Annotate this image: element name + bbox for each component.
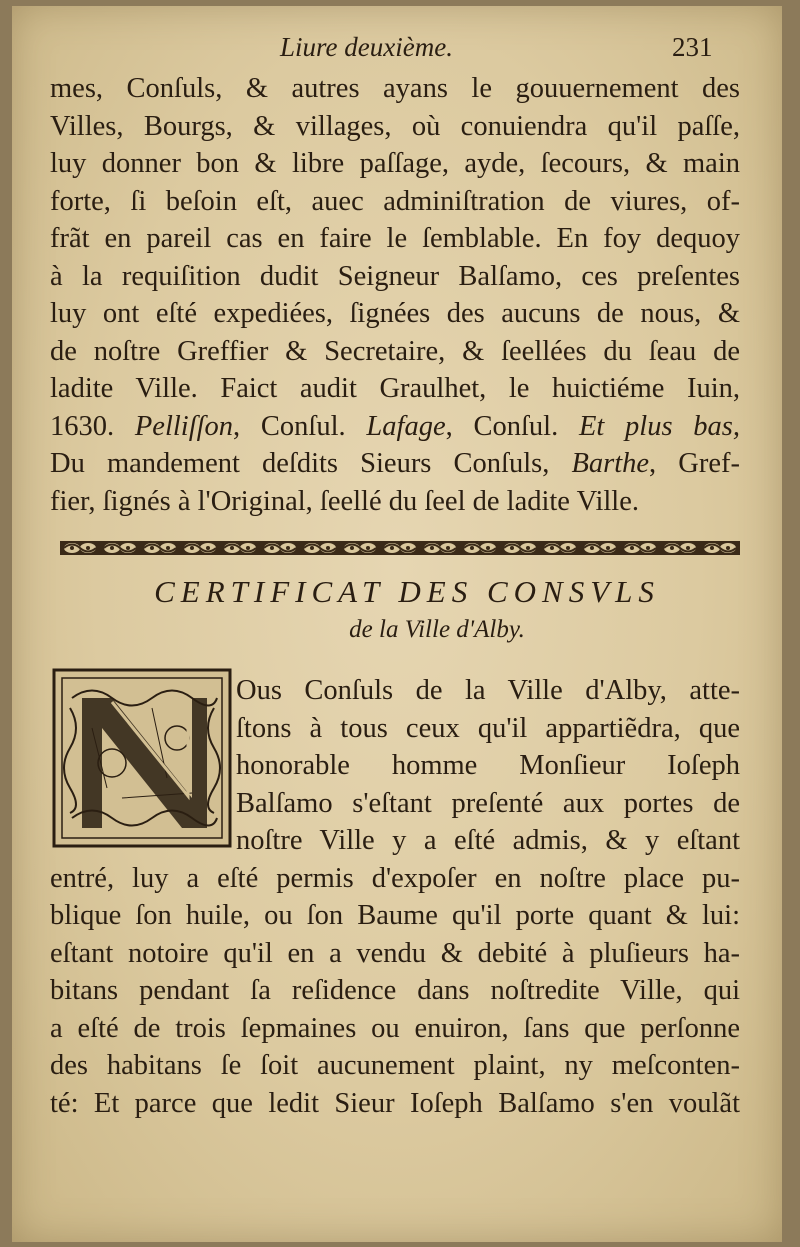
consul-name-pellisson: Pelliſſon <box>134 410 234 442</box>
consul-role: , Conſul. <box>445 410 559 442</box>
signature-line <box>50 408 740 446</box>
text-line: ladite Ville. Faict audit Graulhet, le huictiéme Iuin, <box>50 373 740 404</box>
book-page <box>12 6 782 1242</box>
clerk-name: Barthe <box>571 448 650 479</box>
page-header <box>12 26 782 66</box>
text-line: Ous Conſuls de la Ville d'Alby, atte- <box>236 675 740 706</box>
certificate-paragraph <box>50 672 740 1122</box>
text-line: a eſté de trois ſepmaines ou enuiron, ſans que perſonne <box>50 1012 740 1044</box>
text-line: ſtons à tous ceux qu'il appartiẽdra, que <box>236 712 740 744</box>
text-line: à la requiſition dudit Seigneur Balſamo, ces preſentes <box>50 260 740 292</box>
certificate-title: CERTIFICAT DES CONSVLS <box>154 574 660 609</box>
text-line: honorable homme Monſieur Ioſeph <box>236 750 740 781</box>
text-line: eſtant notoire qu'il en a vendu & debité à pluſieurs ha- <box>50 937 740 969</box>
text-line: luy donner bon & libre paſſage, ayde, ſecours, & main <box>50 148 740 179</box>
text-line: des habitans ſe ſoit aucunement plaint, ny meſconten- <box>50 1050 740 1081</box>
year: 1630. <box>50 410 115 442</box>
text-line: forte, ſi beſoin eſt, auec adminiſtration de viures, of- <box>50 185 740 217</box>
et-plus-bas: Et plus bas, <box>578 410 741 442</box>
text-line: Balſamo s'eſtant preſenté aux portes de <box>236 787 740 819</box>
mandate-line <box>50 445 740 483</box>
text-line: blique ſon huile, ou ſon Baume qu'il porte quant & lui: <box>50 900 740 931</box>
text-line: té: Et parce que ledit Sieur Ioſeph Balſamo s'en voulãt <box>50 1087 740 1119</box>
closing-line: fier, ſignés à l'Original, ſeellé du ſeel de ladite Ville. <box>50 485 639 517</box>
text-line: mes, Conſuls, & autres ayans le gouuernement des <box>50 73 740 104</box>
certificate-subtitle: de la Ville d'Alby. <box>349 616 525 643</box>
text-line: entré, luy a eſté permis d'expoſer en noſtre place pu- <box>50 862 740 894</box>
consul-role: , Conſul. <box>233 410 346 442</box>
mandate-text: Du mandement deſdits Sieurs Conſuls, <box>50 448 550 479</box>
text-line: noſtre Ville y a eſté admis, & y eſtant <box>236 825 740 856</box>
continued-paragraph <box>50 70 740 520</box>
ornament-band <box>60 539 740 557</box>
text-line: luy ont eſté expediées, ſignées des aucuns de nous, & <box>50 298 740 329</box>
text-line: frãt en pareil cas en faire le ſemblable. En foy dequoy <box>50 223 740 254</box>
text-line: de noſtre Greffier & Secretaire, & ſeellées du ſeau de <box>50 335 740 367</box>
running-title: Liure deuxième. <box>280 32 453 62</box>
text-line: bitans pendant ſa reſidence dans noſtredite Ville, qui <box>50 975 740 1006</box>
text-line: Villes, Bourgs, & villages, où conuiendra qu'il paſſe, <box>50 110 740 142</box>
clerk-suffix: , Gref- <box>649 448 740 479</box>
page-number: 231 <box>672 32 713 62</box>
consul-name-lafage: Lafage <box>366 410 446 442</box>
